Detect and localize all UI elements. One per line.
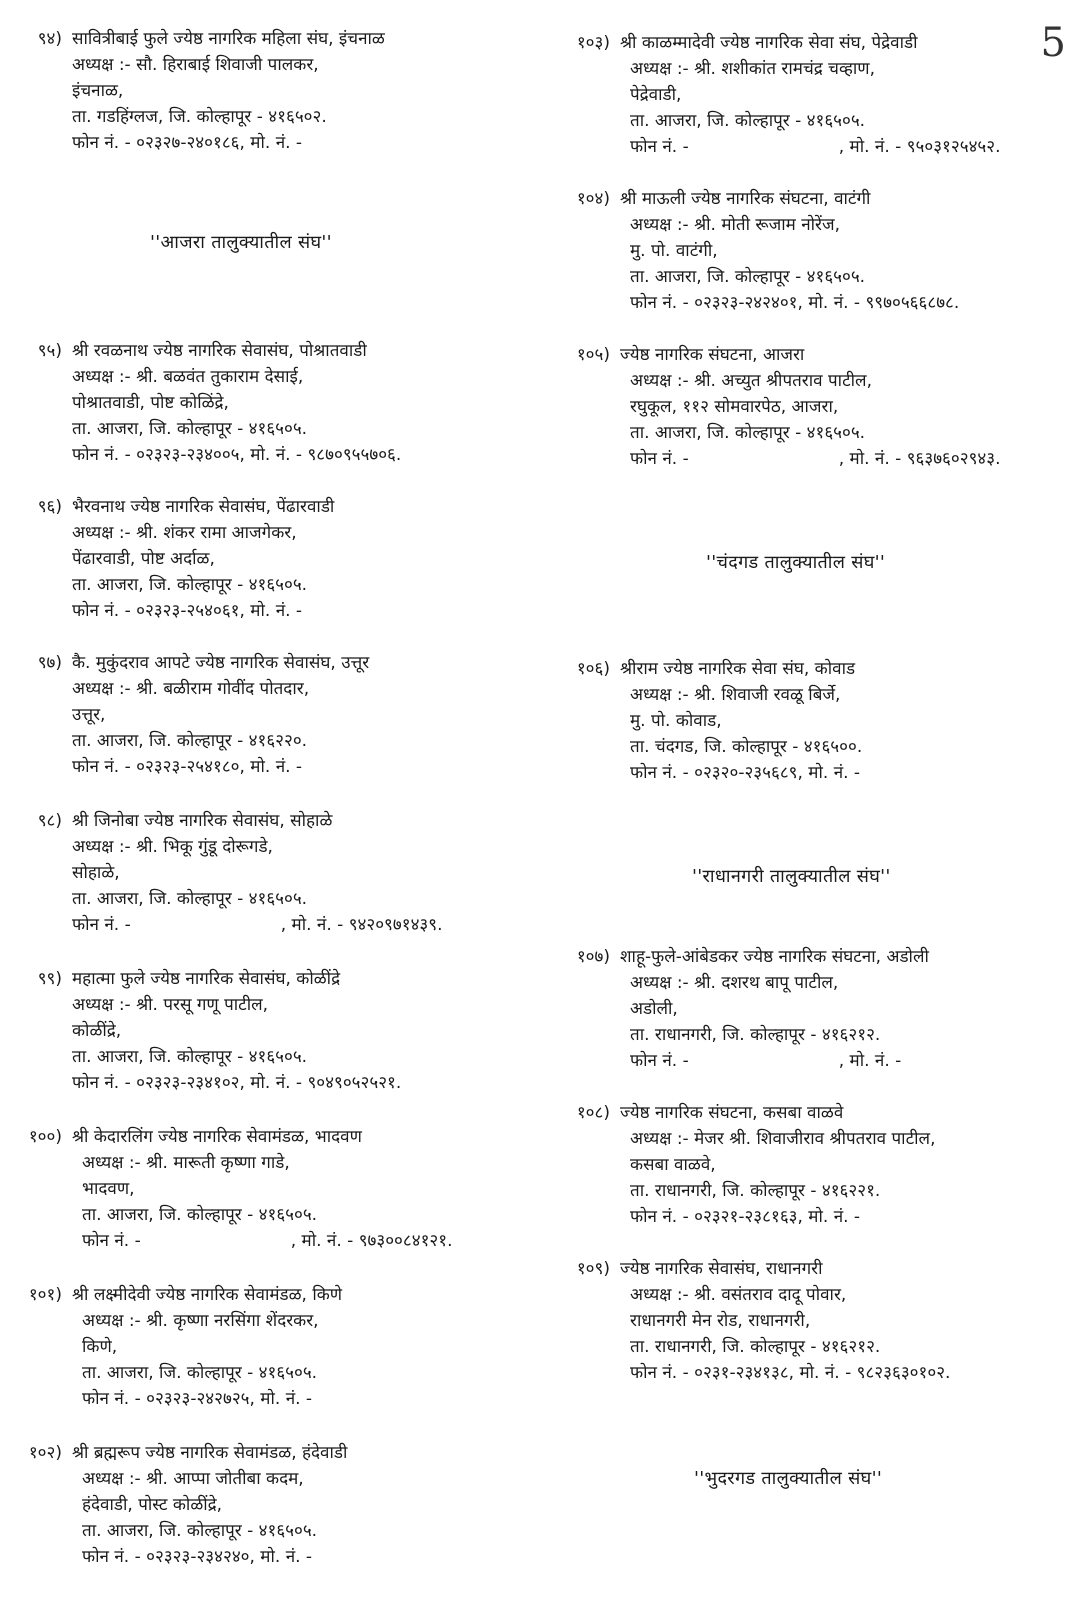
entry-taluka: ता. आजरा, जि. कोल्हापूर - ४१६५०५. (72, 1047, 308, 1067)
entry-number: ९६) (37, 497, 62, 517)
entry-taluka: ता. आजरा, जि. कोल्हापूर - ४१६५०५. (82, 1205, 318, 1225)
entry-96 (0, 494, 334, 624)
entry-title: श्री माऊली ज्येष्ठ नागरिक संघटना, वाटंगी (620, 189, 871, 209)
entry-address: पेद्रेवाडी, (630, 85, 682, 105)
entry-number: १०४) (576, 189, 610, 209)
entry-title: महात्मा फुले ज्येष्ठ नागरिक सेवासंघ, कोळींद्रे (72, 969, 341, 989)
entry-phone: फोन नं. - , मो. नं. - ९५०३१२५४५२. (630, 137, 1001, 157)
entry-address: रघुकूल, ११२ सोमवारपेठ, आजरा, (630, 397, 839, 417)
entry-title: ज्येष्ठ नागरिक सेवासंघ, राधानगरी (620, 1259, 823, 1279)
entry-taluka: ता. राधानगरी, जि. कोल्हापूर - ४१६२२१. (630, 1181, 881, 1201)
entry-title: सावित्रीबाई फुले ज्येष्ठ नागरिक महिला संघ, इंचनाळ (72, 29, 385, 49)
entry-address: इंचनाळ, (72, 81, 124, 101)
entry-president: अध्यक्ष :- श्री. कृष्णा नरसिंगा शेंदरकर, (82, 1311, 319, 1331)
entry-address: उत्तूर, (72, 705, 106, 725)
entry-106 (548, 656, 862, 786)
entry-president: अध्यक्ष :- श्री. शंकर रामा आजगेकर, (72, 523, 297, 543)
entry-president: अध्यक्ष :- श्री. शिवाजी रवळू बिर्जे, (630, 685, 841, 705)
entry-address: हंदेवाडी, पोस्ट कोळींद्रे, (82, 1495, 223, 1515)
entry-address: किणे, (82, 1337, 118, 1357)
page-number-mark: 5 (1040, 20, 1066, 66)
entry-105 (548, 342, 1001, 472)
entry-phone: फोन नं. - ०२३२७-२४०१८६, मो. नं. - (72, 133, 303, 153)
entry-address: अडोली, (630, 999, 678, 1019)
entry-phone: फोन नं. - ०२३२३-२३४००५, मो. नं. - ९८७०९५५७०६. (72, 445, 402, 465)
entry-taluka: ता. राधानगरी, जि. कोल्हापूर - ४१६२१२. (630, 1337, 881, 1357)
entry-94 (0, 26, 385, 156)
entry-president: अध्यक्ष :- श्री. दशरथ बापू पाटील, (630, 973, 839, 993)
entry-number: १०९) (576, 1259, 610, 1279)
section-heading-bhudargad: ''भुदरगड तालुक्यातील संघ'' (694, 1468, 883, 1489)
entry-108 (548, 1100, 936, 1230)
entry-number: १००) (28, 1127, 62, 1147)
entry-address: मु. पो. वाटंगी, (630, 241, 718, 261)
entry-phone: फोन नं. - ०२३२३-२३४२४०, मो. नं. - (82, 1547, 313, 1567)
entry-97 (0, 650, 369, 780)
entry-taluka: ता. गडहिंग्लज, जि. कोल्हापूर - ४१६५०२. (72, 107, 327, 127)
entry-title: श्री रवळनाथ ज्येष्ठ नागरिक सेवासंघ, पोश्रातवाडी (72, 341, 367, 361)
entry-president: अध्यक्ष :- श्री. बळीराम गोवींद पोतदार, (72, 679, 310, 699)
entry-109 (548, 1256, 950, 1386)
entry-taluka: ता. आजरा, जि. कोल्हापूर - ४१६५०५. (630, 267, 866, 287)
entry-president: अध्यक्ष :- मेजर श्री. शिवाजीराव श्रीपतराव पाटील, (630, 1129, 936, 1149)
entry-address: कसबा वाळवे, (630, 1155, 716, 1175)
entry-phone: फोन नं. - , मो. नं. - (630, 1051, 902, 1071)
entry-president: अध्यक्ष :- श्री. परसू गणू पाटील, (72, 995, 269, 1015)
entry-title: श्री काळम्मादेवी ज्येष्ठ नागरिक सेवा संघ, पेद्रेवाडी (620, 33, 918, 53)
entry-taluka: ता. आजरा, जि. कोल्हापूर - ४१६५०५. (72, 889, 308, 909)
entry-taluka: ता. चंदगड, जि. कोल्हापूर - ४१६५००. (630, 737, 863, 757)
entry-phone: फोन नं. - ०२३२३-२५४०६१, मो. नं. - (72, 601, 303, 621)
section-heading-ajara: ''आजरा तालुक्यातील संघ'' (150, 232, 332, 253)
section-heading-chandgad: ''चंदगड तालुक्यातील संघ'' (706, 552, 886, 573)
entry-103 (548, 30, 1001, 160)
entry-phone: फोन नं. - ०२३२३-२३४१०२, मो. नं. - ९०४९०५२५२१. (72, 1073, 402, 1093)
entry-phone: फोन नं. - , मो. नं. - ९७३००८४१२१. (82, 1231, 453, 1251)
entry-number: १०२) (28, 1443, 62, 1463)
entry-107 (548, 944, 929, 1074)
entry-taluka: ता. आजरा, जि. कोल्हापूर - ४१६५०५. (82, 1521, 318, 1541)
entry-number: १०५) (576, 345, 610, 365)
entry-address: मु. पो. कोवाड, (630, 711, 722, 731)
entry-phone: फोन नं. - ०२३२०-२३५६८९, मो. नं. - (630, 763, 861, 783)
entry-number: ९४) (37, 29, 62, 49)
entry-phone: फोन नं. - ०२३२३-२४२४०१, मो. नं. - ९९७०५६६८७८. (630, 293, 960, 313)
entry-number: १०१) (28, 1285, 62, 1305)
entry-number: १०७) (576, 947, 610, 967)
entry-phone: फोन नं. - , मो. नं. - ९४२०९७१४३९. (72, 915, 443, 935)
entry-president: अध्यक्ष :- श्री. मारूती कृष्णा गाडे, (82, 1153, 290, 1173)
entry-president: अध्यक्ष :- श्री. मोती रूजाम नोरेंज, (630, 215, 841, 235)
entry-99 (0, 966, 401, 1096)
entry-101 (0, 1282, 342, 1412)
entry-president: अध्यक्ष :- श्री. बळवंत तुकाराम देसाई, (72, 367, 304, 387)
entry-taluka: ता. आजरा, जि. कोल्हापूर - ४१६५०५. (630, 423, 866, 443)
entry-taluka: ता. आजरा, जि. कोल्हापूर - ४१६२२०. (72, 731, 308, 751)
entry-taluka: ता. आजरा, जि. कोल्हापूर - ४१६५०५. (82, 1363, 318, 1383)
entry-phone: फोन नं. - ०२३१-२३४१३८, मो. नं. - ९८२३६३०१०२. (630, 1363, 951, 1383)
entry-title: श्री लक्ष्मीदेवी ज्येष्ठ नागरिक सेवामंडळ, किणे (72, 1285, 343, 1305)
entry-title: श्रीराम ज्येष्ठ नागरिक सेवा संघ, कोवाड (620, 659, 856, 679)
entry-102 (0, 1440, 347, 1570)
entry-address: पोश्रातवाडी, पोष्ट कोळिंद्रे, (72, 393, 229, 413)
entry-title: श्री जिनोबा ज्येष्ठ नागरिक सेवासंघ, सोहाळे (72, 811, 333, 831)
entry-taluka: ता. आजरा, जि. कोल्हापूर - ४१६५०५. (72, 575, 308, 595)
entry-president: अध्यक्ष :- श्री. भिकू गुंडू दोरूगडे, (72, 837, 273, 857)
entry-phone: फोन नं. - ०२३२३-२५४१८०, मो. नं. - (72, 757, 303, 777)
entry-number: ९९) (37, 969, 62, 989)
entry-number: ९८) (37, 811, 62, 831)
entry-title: भैरवनाथ ज्येष्ठ नागरिक सेवासंघ, पेंढारवाडी (72, 497, 335, 517)
entry-president: अध्यक्ष :- श्री. शशीकांत रामचंद्र चव्हाण, (630, 59, 876, 79)
entry-number: ९५) (37, 341, 62, 361)
entry-phone: फोन नं. - , मो. नं. - ९६३७६०२९४३. (630, 449, 1001, 469)
entry-number: ९७) (37, 653, 62, 673)
entry-number: १०६) (576, 659, 610, 679)
entry-taluka: ता. आजरा, जि. कोल्हापूर - ४१६५०५. (72, 419, 308, 439)
entry-address: सोहाळे, (72, 863, 120, 883)
entry-president: अध्यक्ष :- श्री. वसंतराव दादू पोवार, (630, 1285, 847, 1305)
entry-title: श्री ब्रह्मरूप ज्येष्ठ नागरिक सेवामंडळ, हंदेवाडी (72, 1443, 348, 1463)
entry-address: पेंढारवाडी, पोष्ट अर्दाळ, (72, 549, 215, 569)
entry-98 (0, 808, 443, 938)
entry-104 (548, 186, 959, 316)
entry-title: श्री केदारलिंग ज्येष्ठ नागरिक सेवामंडळ, भादवण (72, 1127, 362, 1147)
entry-phone: फोन नं. - ०२३२३-२४२७२५, मो. नं. - (82, 1389, 313, 1409)
entry-title: ज्येष्ठ नागरिक संघटना, आजरा (620, 345, 805, 365)
entry-taluka: ता. आजरा, जि. कोल्हापूर - ४१६५०५. (630, 111, 866, 131)
entry-taluka: ता. राधानगरी, जि. कोल्हापूर - ४१६२१२. (630, 1025, 881, 1045)
entry-title: कै. मुकुंदराव आपटे ज्येष्ठ नागरिक सेवासंघ, उत्तूर (72, 653, 370, 673)
entry-address: कोळींद्रे, (72, 1021, 122, 1041)
entry-president: अध्यक्ष :- सौ. हिराबाई शिवाजी पालकर, (72, 55, 319, 75)
entry-95 (0, 338, 401, 468)
entry-title: शाहू-फुले-आंबेडकर ज्येष्ठ नागरिक संघटना, अडोली (620, 947, 929, 967)
section-heading-radhanagari: ''राधानगरी तालुक्यातील संघ'' (692, 866, 891, 887)
entry-title: ज्येष्ठ नागरिक संघटना, कसबा वाळवे (620, 1103, 844, 1123)
entry-phone: फोन नं. - ०२३२१-२३८१६३, मो. नं. - (630, 1207, 861, 1227)
entry-president: अध्यक्ष :- श्री. आप्पा जोतीबा कदम, (82, 1469, 304, 1489)
entry-100 (0, 1124, 453, 1254)
entry-number: १०८) (576, 1103, 610, 1123)
entry-number: १०३) (576, 33, 610, 53)
entry-address: भादवण, (82, 1179, 135, 1199)
entry-address: राधानगरी मेन रोड, राधानगरी, (630, 1311, 811, 1331)
entry-president: अध्यक्ष :- श्री. अच्युत श्रीपतराव पाटील, (630, 371, 872, 391)
